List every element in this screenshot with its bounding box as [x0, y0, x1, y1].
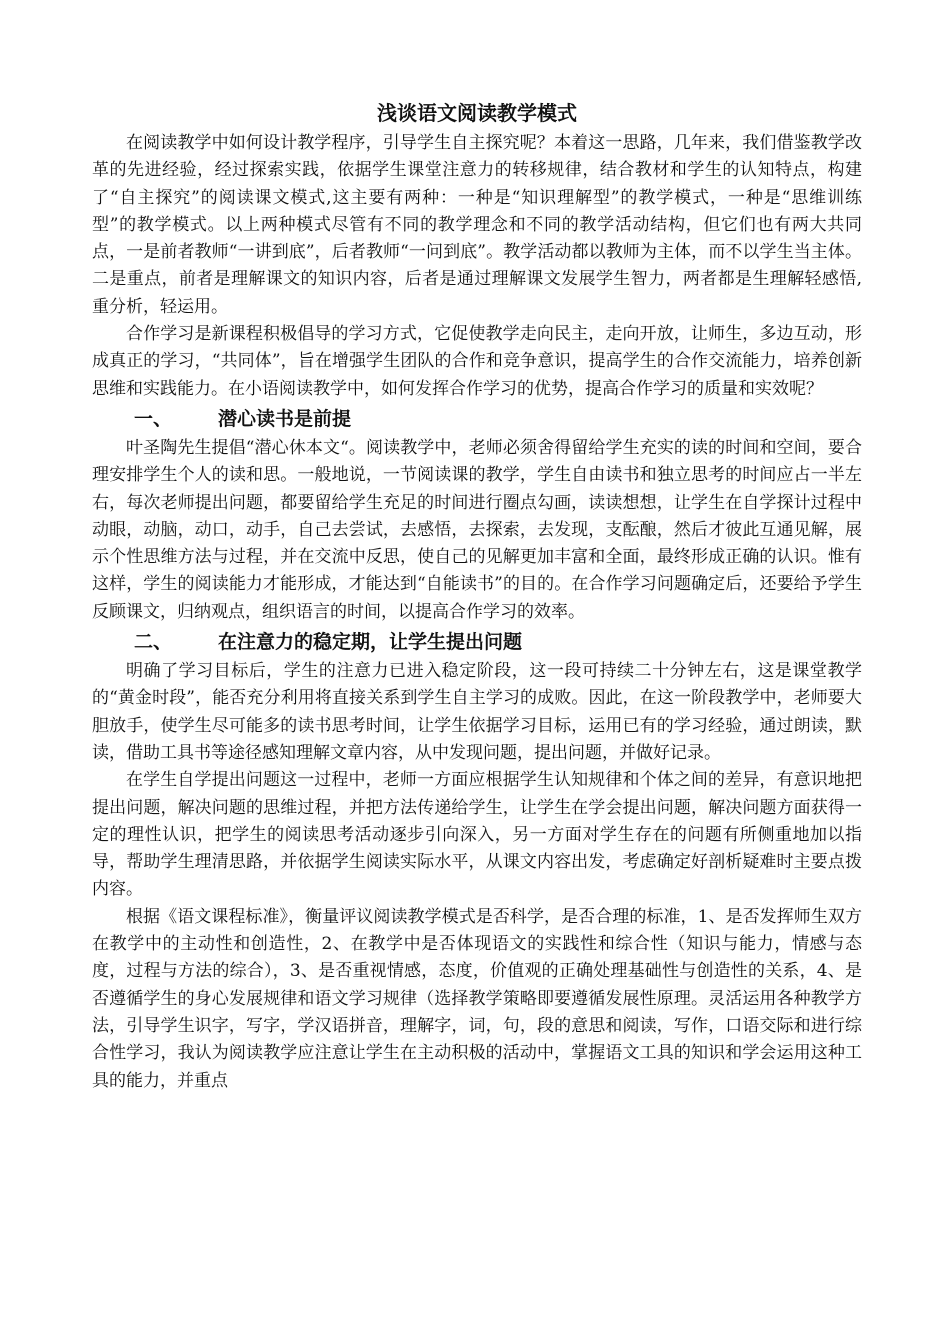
section-2-paragraph-2: 在学生自学提出问题这一过程中，老师一方面应根据学生认知规律和个体之间的差异，有意识地把提出问题，解决问题的思维过程，并把方法传递给学生，让学生在学会提出问题，解决问题方面获得一定的理性认识，把学生的阅读思考活动逐步引向深入，另一方面对学生存在的问题有所侧重地加以指导，帮助学生理清思路，并依据学生阅读实际水平，从课文内容出发，考虑确定好剖析疑难时主要点拨内容。	[92, 770, 862, 900]
intro-paragraph-1: 在阅读教学中如何设计教学程序，引导学生自主探究呢？本着这一思路，几年来，我们借鉴教学改革的先进经验，经过探索实践，依据学生课堂注意力的转移规律，结合教材和学生的认知特点，构建了“自主探究”的阅读课文模式,这主要有两种：一种是“知识理解型”的教学模式，一种是“思维训练型”的教学模式。以上两种模式尽管有不同的教学理念和不同的教学活动结构，但它们也有两大共同点，一是前者教师“一讲到底”，后者教师“一问到底”。教学活动都以教师为主体，而不以学生当主体。二是重点，前者是理解课文的知识内容，后者是通过理解课文发展学生智力，两者都是生理解轻感悟,重分析，轻运用。	[92, 133, 862, 317]
document-title: 浅谈语文阅读教学模式	[377, 101, 577, 125]
section-2-heading	[92, 627, 862, 658]
section-1-heading	[92, 404, 862, 435]
section-2-title: 在注意力的稳定期，让学生提出问题	[218, 631, 523, 654]
section-1-title: 潜心读书是前提	[218, 407, 352, 430]
section-1-paragraph-1: 叶圣陶先生提倡“潜心休本文“。阅读教学中，老师必须舍得留给学生充实的读的时间和空间，要合理安排学生个人的读和思。一般地说，一节阅读课的教学，学生自由读书和独立思考的时间应占一半左右，每次老师提出问题，都要留给学生充足的时间进行圈点勾画，读读想想，让学生在自学探计过程中动眼，动脑，动口，动手，自己去尝试，去感悟，去探索，去发现，支酝酿，然后才彼此互通见解，展示个性思维方法与过程，并在交流中反思，使自己的见解更加丰富和全面，最终形成正确的认识。惟有这样，学生的阅读能力才能形成，才能达到“自能读书”的目的。在合作学习问题确定后，还要给予学生反顾课文，归纳观点，组织语言的时间，以提高合作学习的效率。	[92, 437, 862, 622]
section-2-number: 二、	[134, 631, 173, 654]
section-2-paragraph-3: 根据《语文课程标准》，衡量评议阅读教学模式是否科学，是否合理的标准，1、是否发挥师生双方在教学中的主动性和创造性，2、在教学中是否体现语文的实践性和综合性（知识与能力，情感与态度，过程与方法的综合），3、是否重视情感，态度，价值观的正确处理基础性与创造性的关系，4、是否遵循学生的身心发展规律和语文学习规律（选择教学策略即要遵循发展性原理。灵活运用各种教学方法，引导学生识字，写字，学汉语拼音，理解字，词，句，段的意思和阅读，写作，口语交际和进行综合性学习，我认为阅读教学应注意让学生在主动积极的活动中，掌握语文工具的知识和学会运用这种工具的能力，并重点	[92, 906, 862, 1091]
intro-paragraph-2: 合作学习是新课程积极倡导的学习方式，它促使教学走向民主，走向开放，让师生，多边互动，形成真正的学习，“共同体”，旨在增强学生团队的合作和竞争意识，提高学生的合作交流能力，培养创新思维和实践能力。在小语阅读教学中，如何发挥合作学习的优势，提高合作学习的质量和实效呢？	[92, 324, 862, 399]
document-page	[92, 98, 862, 1095]
section-2-paragraph-1: 明确了学习目标后，学生的注意力已进入稳定阶段，这一段可持续二十分钟左右，这是课堂教学的“黄金时段”，能否充分利用将直接关系到学生自主学习的成败。因此，在这一阶段教学中，老师要大胆放手，使学生尽可能多的读书思考时间，让学生依据学习目标，运用已有的学习经验，通过朗读，默读，借助工具书等途径感知理解文章内容，从中发现问题，提出问题，并做好记录。	[92, 661, 862, 763]
section-1-number: 一、	[134, 407, 173, 430]
